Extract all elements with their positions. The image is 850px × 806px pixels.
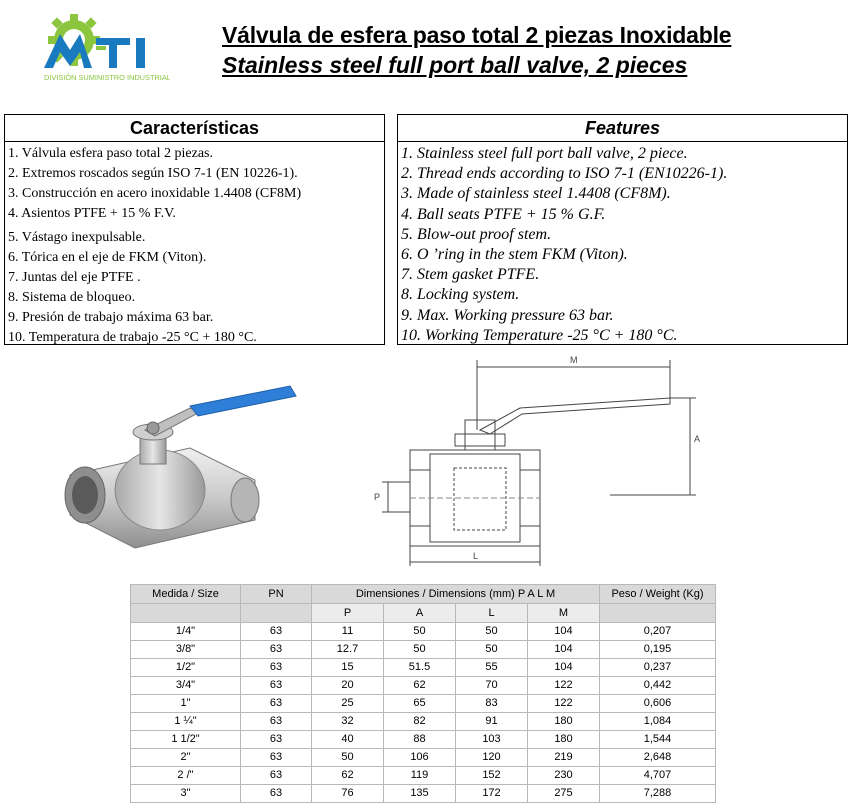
cell-size: 1" [131,695,241,713]
cell-size: 2 /" [131,767,241,785]
cell-pn: 63 [241,731,312,749]
cell-a: 50 [384,641,456,659]
cell-p: 76 [312,785,384,803]
logo-subtitle: DIVISIÓN SUMINISTRO INDUSTRIAL [44,73,170,82]
cell-size: 3" [131,785,241,803]
cell-m: 180 [528,731,600,749]
table-row [131,731,716,749]
cell-pn: 63 [241,641,312,659]
cell-a: 50 [384,623,456,641]
cell-p: 12.7 [312,641,384,659]
list-item: 5. Blow-out proof stem. [401,225,552,243]
page-title-english: Stainless steel full port ball valve, 2 pieces [222,52,688,78]
caracteristicas-box [4,114,385,345]
list-item: 6. O ’ring in the stem FKM (Viton). [401,246,628,264]
cell-weight: 1,544 [600,731,716,749]
dimension-label-a: A [694,434,701,444]
cell-m: 122 [528,677,600,695]
cell-a: 88 [384,731,456,749]
list-item: 8. Sistema de bloqueo. [8,290,136,305]
cell-p: 25 [312,695,384,713]
cell-weight: 4,707 [600,767,716,785]
list-item: 1. Válvula esfera paso total 2 piezas. [8,146,214,161]
cell-weight: 2,648 [600,749,716,767]
cell-p: 15 [312,659,384,677]
table-subheader-m: M [528,604,600,623]
table-header-dimensions: Dimensiones / Dimensions (mm) P A L M [312,585,600,604]
cell-l: 50 [456,641,528,659]
table-row [131,713,716,731]
list-item: 4. Asientos PTFE + 15 % F.V. [8,206,176,221]
cell-m: 219 [528,749,600,767]
list-item: 10. Temperatura de trabajo -25 °C + 180 °C. [8,330,257,345]
features-heading: Features [398,115,847,142]
company-logo [40,10,170,84]
list-item: 2. Thread ends according to ISO 7-1 (EN10226-1). [401,165,728,183]
list-item: 3. Construcción en acero inoxidable 1.4408 (CF8M) [8,186,302,201]
cell-size: 1/4" [131,623,241,641]
table-row [131,623,716,641]
cell-a: 62 [384,677,456,695]
cell-weight: 0,207 [600,623,716,641]
cell-m: 104 [528,641,600,659]
table-subheader-a: A [384,604,456,623]
list-item: 7. Juntas del eje PTFE . [8,270,141,285]
cell-pn: 63 [241,713,312,731]
list-item: 2. Extremos roscados según ISO 7-1 (EN 10226-1). [8,166,298,181]
page-title-spanish: Válvula de esfera paso total 2 piezas Inoxidable [222,22,732,48]
table-header-weight: Peso / Weight (Kg) [600,585,716,604]
table-subheader-p: P [312,604,384,623]
table-row [131,677,716,695]
list-item: 5. Vástago inexpulsable. [8,230,146,245]
features-list [398,142,847,346]
cell-a: 106 [384,749,456,767]
table-header-pn: PN [241,585,312,604]
cell-l: 152 [456,767,528,785]
table-row [131,695,716,713]
cell-p: 62 [312,767,384,785]
table-subheader-blank [241,604,312,623]
cell-m: 275 [528,785,600,803]
cell-pn: 63 [241,785,312,803]
caracteristicas-heading: Características [5,115,384,142]
cell-size: 1 ¼" [131,713,241,731]
list-item: 9. Max. Working pressure 63 bar. [401,306,614,324]
list-item: 7. Stem gasket PTFE. [401,266,540,284]
dimension-label-m: M [570,355,578,365]
table-header-size: Medida / Size [131,585,241,604]
cell-p: 50 [312,749,384,767]
table-subheader-blank [600,604,716,623]
table-subheader-blank [131,604,241,623]
cell-a: 65 [384,695,456,713]
dimension-label-l: L [473,551,479,561]
list-item: 4. Ball seats PTFE + 15 % G.F. [401,205,606,223]
cell-pn: 63 [241,695,312,713]
cell-l: 50 [456,623,528,641]
cell-pn: 63 [241,677,312,695]
cell-p: 40 [312,731,384,749]
cell-size: 2" [131,749,241,767]
list-item: 3. Made of stainless steel 1.4408 (CF8M). [401,185,671,203]
cell-weight: 1,084 [600,713,716,731]
table-row [131,749,716,767]
cell-pn: 63 [241,749,312,767]
cell-m: 104 [528,659,600,677]
list-item: 1. Stainless steel full port ball valve, 2 piece. [401,145,688,162]
cell-pn: 63 [241,767,312,785]
cell-l: 91 [456,713,528,731]
cell-a: 119 [384,767,456,785]
table-row [131,785,716,803]
valve-technical-drawing [370,350,720,570]
cell-l: 70 [456,677,528,695]
cell-weight: 0,442 [600,677,716,695]
caracteristicas-list [5,142,384,348]
cell-a: 135 [384,785,456,803]
cell-m: 104 [528,623,600,641]
cell-m: 230 [528,767,600,785]
table-subheader-l: L [456,604,528,623]
cell-l: 120 [456,749,528,767]
list-item: 9. Presión de trabajo máxima 63 bar. [8,310,214,325]
cell-pn: 63 [241,659,312,677]
cell-m: 180 [528,713,600,731]
cell-p: 32 [312,713,384,731]
cell-size: 3/4" [131,677,241,695]
cell-size: 1 1/2" [131,731,241,749]
valve-photo [40,370,310,550]
dimensions-table [130,584,716,803]
cell-l: 103 [456,731,528,749]
cell-l: 172 [456,785,528,803]
list-item: 10. Working Temperature -25 °C + 180 °C. [401,326,678,344]
table-row [131,767,716,785]
dimension-label-p: P [374,492,381,502]
cell-a: 82 [384,713,456,731]
list-item: 6. Tórica en el eje de FKM (Viton). [8,250,207,265]
cell-size: 1/2" [131,659,241,677]
cell-l: 83 [456,695,528,713]
cell-a: 51.5 [384,659,456,677]
cell-l: 55 [456,659,528,677]
cell-pn: 63 [241,623,312,641]
list-item: 8. Locking system. [401,286,520,304]
cell-m: 122 [528,695,600,713]
cell-weight: 7,288 [600,785,716,803]
cell-p: 20 [312,677,384,695]
table-row [131,659,716,677]
cell-p: 11 [312,623,384,641]
cell-weight: 0,195 [600,641,716,659]
cell-size: 3/8" [131,641,241,659]
table-row [131,641,716,659]
cell-weight: 0,606 [600,695,716,713]
cell-weight: 0,237 [600,659,716,677]
features-box [397,114,848,345]
